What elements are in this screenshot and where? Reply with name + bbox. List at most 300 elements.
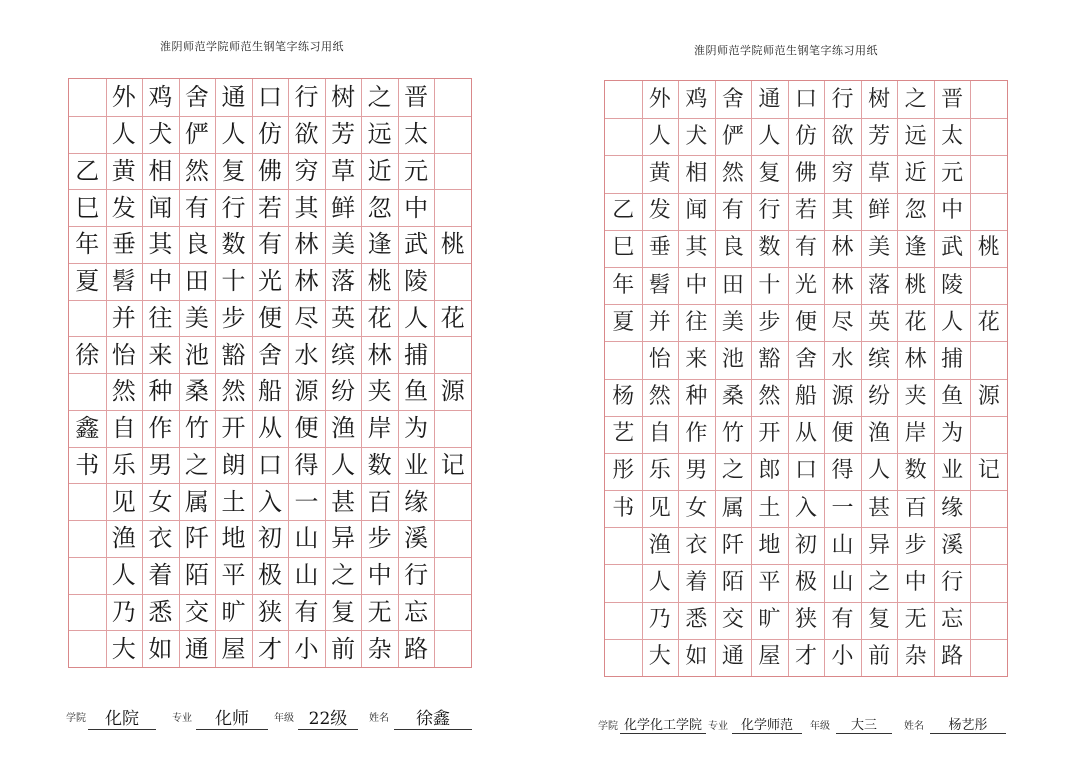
grid-character: 竹 [721,421,744,447]
grid-character: 口 [257,450,282,479]
grid-character: 有 [721,198,744,224]
grid-character: 人 [111,561,136,590]
grid-character: 异 [868,532,891,558]
grid-character: 田 [184,267,209,296]
grid-character: 豁 [758,346,781,372]
grid-character: 甚 [331,487,356,516]
grid-character: 鸡 [685,86,708,112]
grid-character: 林 [294,267,319,296]
grid-character: 前 [868,644,891,670]
grade-value: 22级 [298,704,358,730]
grid-character: 屋 [221,634,246,663]
grid-character: 良 [721,235,744,261]
character-grid [604,80,1008,677]
grid-character: 杂 [367,634,392,663]
name-value: 徐鑫 [394,704,472,730]
grid-character: 花 [440,303,465,332]
grid-character: 屋 [758,644,781,670]
grid-character: 从 [257,414,282,443]
grid-character: 异 [331,524,356,553]
grid-character: 若 [257,193,282,222]
grid-character: 巳 [612,235,635,261]
grid-character: 山 [831,570,854,596]
grid-character: 源 [977,384,1000,410]
grid-character: 垂 [648,235,671,261]
grid-character: 无 [904,607,927,633]
grid-character: 鲜 [331,193,356,222]
grid-character: 复 [868,607,891,633]
grid-character: 极 [257,561,282,590]
grid-character: 溪 [941,532,964,558]
grid-character: 外 [648,86,671,112]
grid-character: 杂 [904,644,927,670]
grid-character: 武 [404,230,429,259]
grid-character: 行 [404,561,429,590]
grid-character: 郎 [758,458,781,484]
grid-character: 书 [612,495,635,521]
grid-character: 舍 [257,340,282,369]
grid-character: 阡 [184,524,209,553]
grid-character: 外 [111,83,136,112]
grid-character: 山 [831,532,854,558]
grid-character: 源 [294,377,319,406]
grid-character: 林 [367,340,392,369]
grid-character: 忽 [367,193,392,222]
grid-character: 犬 [148,120,173,149]
grid-character: 无 [367,597,392,626]
grid-character: 乐 [648,458,671,484]
grid-character: 忘 [941,607,964,633]
major-value: 化师 [196,704,268,730]
grid-character: 书 [75,450,100,479]
sheet-title: 淮阴师范学院师范生钢笔字练习用纸 [694,44,878,57]
grid-character: 晋 [941,86,964,112]
name-value: 杨艺彤 [930,714,1006,734]
grid-character: 地 [221,524,246,553]
grid-character: 乃 [648,607,671,633]
grid-character: 陵 [404,267,429,296]
grid-character: 船 [257,377,282,406]
grid-character: 山 [294,524,319,553]
grid-character: 十 [758,272,781,298]
grid-character: 山 [294,561,319,590]
grid-character: 口 [794,86,817,112]
grid-character: 晋 [404,83,429,112]
grid-character: 其 [685,235,708,261]
grid-character: 平 [758,570,781,596]
grid-character: 百 [904,495,927,521]
grid-character: 大 [111,634,136,663]
grid-character: 中 [904,570,927,596]
grid-character: 之 [904,86,927,112]
grid-character: 怡 [111,340,136,369]
grid-character: 陌 [721,570,744,596]
grid-character: 远 [904,123,927,149]
grid-character: 之 [721,458,744,484]
grid-character: 怡 [648,346,671,372]
grid-character: 花 [977,309,1000,335]
grid-character: 有 [794,235,817,261]
grid-character: 光 [794,272,817,298]
grid-character: 捕 [941,346,964,372]
practice-sheet-right [536,0,1072,759]
grid-character: 人 [648,123,671,149]
grid-character: 平 [221,561,246,590]
grid-character: 衣 [685,532,708,558]
grid-character: 便 [831,421,854,447]
grid-character: 佛 [257,156,282,185]
grid-character: 然 [184,156,209,185]
grid-character: 如 [148,634,173,663]
grid-character: 十 [221,267,246,296]
grid-character: 桃 [440,230,465,259]
grid-character: 地 [758,532,781,558]
grid-character: 前 [331,634,356,663]
grid-character: 其 [294,193,319,222]
grid-character: 俨 [184,120,209,149]
name-label: 姓名 [904,721,924,732]
grid-character: 池 [184,340,209,369]
grid-character: 林 [831,272,854,298]
grid-character: 船 [794,384,817,410]
grid-character: 年 [612,272,635,298]
grid-character: 闻 [685,198,708,224]
grid-character: 武 [941,235,964,261]
grid-character: 闻 [148,193,173,222]
grid-character: 行 [941,570,964,596]
grid-character: 桃 [904,272,927,298]
grid-character: 为 [941,421,964,447]
grid-character: 开 [221,414,246,443]
grid-character: 复 [758,160,781,186]
grid-character: 黄 [648,160,671,186]
grid-character: 树 [331,83,356,112]
student-info-footer [598,714,1038,734]
grid-character: 穷 [294,156,319,185]
grid-character: 悉 [685,607,708,633]
grid-character: 步 [221,303,246,332]
student-info-footer [66,704,486,728]
grid-character: 数 [904,458,927,484]
grid-character: 通 [758,86,781,112]
grid-character: 有 [184,193,209,222]
grid-character: 艺 [612,421,635,447]
grid-character: 夹 [904,384,927,410]
grid-character: 相 [685,160,708,186]
grid-character: 发 [648,198,671,224]
grid-character: 林 [831,235,854,261]
grid-character: 记 [440,450,465,479]
grid-character: 行 [758,198,781,224]
grid-character: 属 [721,495,744,521]
grid-character: 舍 [184,83,209,112]
grid-character: 男 [685,458,708,484]
grid-character: 落 [331,267,356,296]
grid-character: 髫 [111,267,136,296]
grid-character: 欲 [831,123,854,149]
grid-character: 忽 [904,198,927,224]
grid-character: 英 [868,309,891,335]
grid-character: 美 [868,235,891,261]
grid-character: 女 [148,487,173,516]
grid-character: 种 [685,384,708,410]
grid-character: 并 [111,303,136,332]
grid-character: 花 [367,303,392,332]
grid-character: 往 [685,309,708,335]
grid-character: 朗 [221,450,246,479]
grid-character: 鑫 [75,414,100,443]
grid-character: 然 [111,377,136,406]
grid-character: 近 [367,156,392,185]
grid-character: 土 [221,487,246,516]
grid-character: 之 [184,450,209,479]
major-label: 专业 [172,713,192,724]
grid-character: 便 [794,309,817,335]
grid-character: 复 [221,156,246,185]
grid-character: 水 [294,340,319,369]
grid-character: 美 [721,309,744,335]
grid-character: 入 [257,487,282,516]
grid-character: 逢 [367,230,392,259]
grid-character: 然 [221,377,246,406]
grid-character: 佛 [794,160,817,186]
grid-character: 忘 [404,597,429,626]
grid-character: 初 [257,524,282,553]
grid-character: 中 [941,198,964,224]
grid-character: 交 [721,607,744,633]
sheet-title: 淮阴师范学院师范生钢笔字练习用纸 [160,40,344,53]
grid-character: 年 [75,230,100,259]
grid-character: 英 [331,303,356,332]
grid-character: 池 [721,346,744,372]
grid-character: 通 [221,83,246,112]
grid-character: 为 [404,414,429,443]
grid-character: 人 [404,303,429,332]
grid-character: 便 [257,303,282,332]
grid-character: 衣 [148,524,173,553]
grid-character: 良 [184,230,209,259]
grid-character: 舍 [721,86,744,112]
grid-character: 才 [257,634,282,663]
grid-character: 徐 [75,340,100,369]
grid-character: 缘 [941,495,964,521]
grid-character: 竹 [184,414,209,443]
name-label: 姓名 [369,713,389,724]
grid-character: 一 [294,487,319,516]
grid-character: 犬 [685,123,708,149]
grid-character: 中 [685,272,708,298]
grid-character: 舍 [794,346,817,372]
grid-character: 渔 [331,414,356,443]
grid-character: 桃 [977,235,1000,261]
grid-character: 陵 [941,272,964,298]
grade-label: 年级 [274,713,294,724]
grid-character: 通 [721,644,744,670]
grid-character: 初 [794,532,817,558]
grid-character: 髫 [648,272,671,298]
grid-character: 人 [331,450,356,479]
grid-character: 鸡 [148,83,173,112]
grid-character: 一 [831,495,854,521]
grid-character: 太 [404,120,429,149]
college-value: 化学化工学院 [620,714,706,734]
grid-character: 缘 [404,487,429,516]
grid-character: 乐 [111,450,136,479]
grid-character: 相 [148,156,173,185]
grid-character: 数 [221,230,246,259]
grid-character: 若 [794,198,817,224]
grid-character: 作 [685,421,708,447]
grid-character: 尽 [831,309,854,335]
grid-character: 有 [257,230,282,259]
grid-character: 落 [868,272,891,298]
grid-character: 欲 [294,120,319,149]
grid-character: 美 [184,303,209,332]
grid-character: 业 [941,458,964,484]
grid-character: 路 [941,644,964,670]
grid-character: 大 [648,644,671,670]
grid-character: 杨 [612,384,635,410]
grid-character: 元 [941,160,964,186]
grid-character: 旷 [221,597,246,626]
grid-character: 行 [831,86,854,112]
grid-character: 数 [367,450,392,479]
college-label: 学院 [66,713,86,724]
grid-character: 并 [648,309,671,335]
grid-character: 然 [721,160,744,186]
grid-character: 中 [367,561,392,590]
grid-character: 口 [794,458,817,484]
grid-character: 得 [294,450,319,479]
grid-character: 女 [685,495,708,521]
college-label: 学院 [598,721,618,732]
grid-character: 步 [758,309,781,335]
grid-character: 元 [404,156,429,185]
grid-character: 口 [257,83,282,112]
grid-character: 溪 [404,524,429,553]
grid-character: 乙 [612,198,635,224]
grid-character: 步 [367,524,392,553]
grid-character: 小 [831,644,854,670]
grade-label: 年级 [810,721,830,732]
grid-character: 悉 [148,597,173,626]
grid-character: 交 [184,597,209,626]
grid-character: 乙 [75,156,100,185]
grid-character: 夹 [367,377,392,406]
grid-character: 甚 [868,495,891,521]
grid-character: 开 [758,421,781,447]
grid-character: 芳 [868,123,891,149]
grid-character: 有 [294,597,319,626]
grid-character: 乃 [111,597,136,626]
grid-character: 夏 [612,309,635,335]
grade-value: 大三 [836,714,892,734]
grid-character: 人 [941,309,964,335]
grid-character: 着 [685,570,708,596]
grid-character: 见 [648,495,671,521]
grid-character: 巳 [75,193,100,222]
grid-character: 夏 [75,267,100,296]
grid-character: 才 [794,644,817,670]
grid-character: 仿 [257,120,282,149]
grid-character: 自 [648,421,671,447]
grid-character: 往 [148,303,173,332]
grid-character: 源 [831,384,854,410]
grid-character: 人 [221,120,246,149]
grid-character: 太 [941,123,964,149]
grid-character: 得 [831,458,854,484]
grid-character: 岸 [904,421,927,447]
grid-character: 人 [648,570,671,596]
grid-character: 自 [111,414,136,443]
grid-character: 如 [685,644,708,670]
grid-character: 通 [184,634,209,663]
grid-character: 中 [148,267,173,296]
grid-character: 渔 [868,421,891,447]
major-label: 专业 [708,721,728,732]
grid-character: 纷 [868,384,891,410]
grid-character: 纷 [331,377,356,406]
grid-character: 缤 [868,346,891,372]
grid-character: 美 [331,230,356,259]
grid-character: 土 [758,495,781,521]
grid-character: 路 [404,634,429,663]
grid-character: 缤 [331,340,356,369]
grid-character: 黄 [111,156,136,185]
grid-character: 人 [868,458,891,484]
grid-character: 男 [148,450,173,479]
grid-character: 渔 [111,524,136,553]
grid-character: 穷 [831,160,854,186]
grid-character: 旷 [758,607,781,633]
grid-character: 属 [184,487,209,516]
grid-character: 光 [257,267,282,296]
grid-character: 陌 [184,561,209,590]
grid-character: 岸 [367,414,392,443]
grid-character: 远 [367,120,392,149]
grid-character: 鱼 [941,384,964,410]
grid-character: 仿 [794,123,817,149]
grid-character: 狭 [794,607,817,633]
grid-character: 俨 [721,123,744,149]
grid-character: 水 [831,346,854,372]
college-value: 化院 [88,704,156,730]
grid-character: 入 [794,495,817,521]
grid-character: 其 [831,198,854,224]
grid-character: 作 [148,414,173,443]
grid-character: 数 [758,235,781,261]
grid-character: 行 [294,83,319,112]
grid-character: 有 [831,607,854,633]
grid-character: 桑 [721,384,744,410]
grid-character: 然 [758,384,781,410]
grid-character: 小 [294,634,319,663]
grid-character: 尽 [294,303,319,332]
grid-character: 草 [331,156,356,185]
grid-character: 人 [758,123,781,149]
grid-character: 记 [977,458,1000,484]
grid-character: 发 [111,193,136,222]
grid-character: 之 [367,83,392,112]
grid-character: 着 [148,561,173,590]
grid-character: 种 [148,377,173,406]
grid-character: 桑 [184,377,209,406]
grid-character: 来 [685,346,708,372]
grid-character: 源 [440,377,465,406]
grid-character: 彤 [612,458,635,484]
grid-character: 豁 [221,340,246,369]
grid-character: 从 [794,421,817,447]
